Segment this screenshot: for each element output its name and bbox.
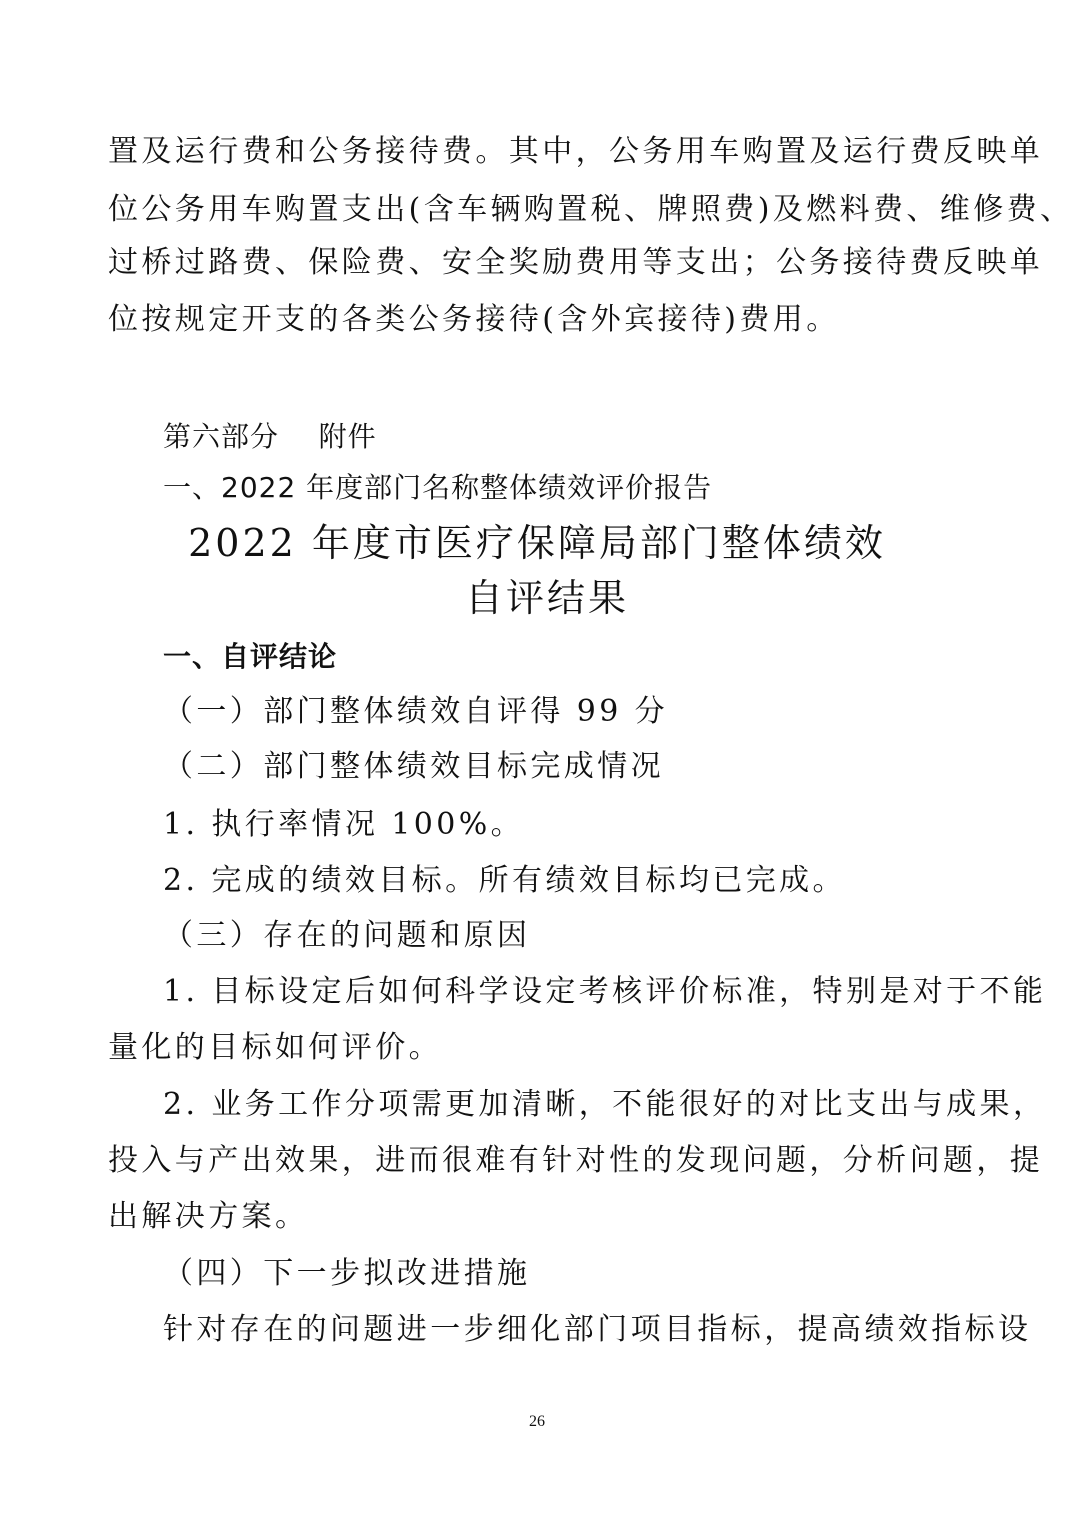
subsection-improvements: （四）下一步拟改进措施	[163, 1256, 531, 1291]
attachment-heading: 一、2022 年度部门名称整体绩效评价报告	[163, 471, 713, 504]
problem-1-line-1: 1. 目标设定后如何科学设定考核评价标准，特别是对于不能	[163, 974, 1047, 1009]
section-heading-conclusion: 一、自评结论	[163, 640, 338, 673]
document-title-line-2: 自评结果	[464, 576, 629, 620]
intro-line-4: 位按规定开支的各类公务接待(含外宾接待)费用。	[108, 302, 840, 337]
measure-line-1: 针对存在的问题进一步细化部门项目指标，提高绩效指标设	[163, 1312, 1032, 1347]
part-heading: 第六部分 附件	[163, 420, 377, 453]
item-completed-goals: 2. 完成的绩效目标。所有绩效目标均已完成。	[163, 863, 846, 898]
page-number: 26	[529, 1413, 545, 1430]
subsection-goal-completion: （二）部门整体绩效目标完成情况	[163, 749, 664, 784]
problem-2-line-2: 投入与产出效果，进而很难有针对性的发现问题，分析问题，提	[108, 1143, 1044, 1178]
problem-2-line-1: 2. 业务工作分项需更加清晰，不能很好的对比支出与成果，	[163, 1087, 1047, 1122]
item-execution-rate: 1. 执行率情况 100%。	[163, 807, 525, 842]
document-title-line-1: 2022 年度市医疗保障局部门整体绩效	[188, 521, 886, 565]
problem-1-line-2: 量化的目标如何评价。	[108, 1030, 442, 1065]
intro-line-1: 置及运行费和公务接待费。其中，公务用车购置及运行费反映单	[108, 134, 1044, 169]
intro-line-3: 过桥过路费、保险费、安全奖励费用等支出；公务接待费反映单	[108, 245, 1044, 280]
problem-2-line-3: 出解决方案。	[108, 1199, 309, 1234]
intro-line-2: 位公务用车购置支出(含车辆购置税、牌照费)及燃料费、维修费、	[108, 192, 1074, 227]
subsection-problems: （三）存在的问题和原因	[163, 918, 531, 953]
subsection-score: （一）部门整体绩效自评得 99 分	[163, 694, 669, 729]
